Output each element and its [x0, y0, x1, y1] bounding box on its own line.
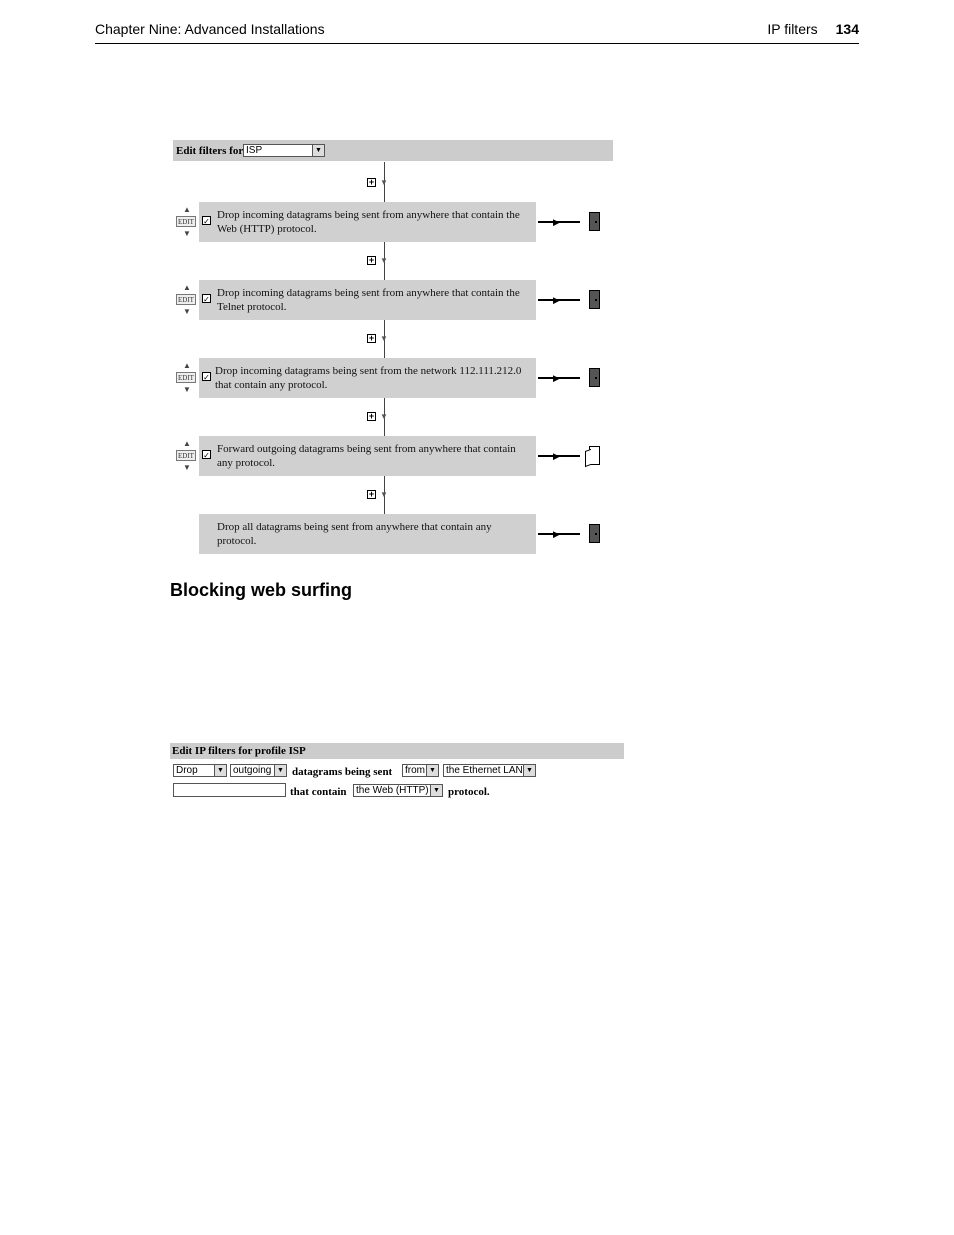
chevron-down-icon: ▼	[430, 785, 442, 796]
source-select-value: the Ethernet LAN	[446, 765, 523, 776]
edit-filters-label: Edit filters for	[176, 145, 244, 157]
move-down-icon[interactable]: ▼	[183, 385, 191, 394]
rule-enabled-checkbox[interactable]: ✓	[203, 451, 210, 460]
section-heading: Blocking web surfing	[170, 580, 353, 600]
rule-enabled-checkbox[interactable]: ✓	[203, 373, 210, 382]
default-filter-rule	[173, 514, 615, 554]
move-up-icon[interactable]: ▲	[183, 205, 191, 214]
move-up-icon[interactable]: ▲	[183, 283, 191, 292]
arrow-right-icon: ▶	[553, 529, 560, 539]
flow-down-arrow-icon: ▼	[380, 334, 388, 343]
flow-down-arrow-icon: ▼	[380, 256, 388, 265]
direction-select-value: outgoing	[233, 765, 272, 776]
rule-enabled-checkbox[interactable]: ✓	[203, 295, 210, 304]
chevron-down-icon: ▼	[523, 765, 535, 776]
address-input[interactable]	[173, 783, 286, 797]
move-down-icon[interactable]: ▼	[183, 229, 191, 238]
rule-description: Drop all datagrams being sent from anywhere that contain any protocol.	[199, 514, 536, 554]
direction-select[interactable]	[230, 764, 287, 777]
move-up-icon[interactable]: ▲	[183, 361, 191, 370]
closed-door-icon	[589, 524, 600, 543]
form-title-bar: Edit IP filters for profile ISP	[170, 743, 624, 759]
chevron-down-icon: ▼	[426, 765, 438, 776]
edit-rule-button[interactable]: EDIT	[176, 216, 196, 227]
move-up-icon[interactable]: ▲	[183, 439, 191, 448]
insert-rule-icon[interactable]: +	[368, 177, 375, 187]
open-door-icon	[589, 446, 600, 465]
filter-editor	[173, 140, 615, 560]
chapter-title: Chapter Nine: Advanced Installations	[95, 21, 325, 37]
flow-down-arrow-icon: ▼	[380, 490, 388, 499]
edit-filters-bar	[173, 140, 613, 161]
insert-rule-icon[interactable]: +	[368, 411, 375, 421]
insert-rule-icon[interactable]: +	[368, 255, 375, 265]
datagrams-label: datagrams being sent	[292, 766, 393, 778]
section-name: IP filters	[767, 21, 818, 37]
ip-filter-form	[170, 743, 625, 803]
arrow-right-icon: ▶	[553, 217, 560, 227]
rule-description: Drop incoming datagrams being sent from anywhere that contain the Telnet protocol.	[199, 280, 536, 320]
insert-rule-icon[interactable]: +	[368, 333, 375, 343]
protocol-label: protocol.	[448, 786, 490, 798]
insert-rule-icon[interactable]: +	[368, 489, 375, 499]
move-down-icon[interactable]: ▼	[183, 307, 191, 316]
edit-rule-button[interactable]: EDIT	[176, 450, 196, 461]
protocol-select-value: the Web (HTTP)	[356, 785, 429, 796]
from-select-value: from	[405, 765, 425, 776]
move-down-icon[interactable]: ▼	[183, 463, 191, 472]
rule-enabled-checkbox[interactable]: ✓	[203, 217, 210, 226]
edit-rule-button[interactable]: EDIT	[176, 372, 196, 383]
page-number: 134	[835, 21, 859, 37]
closed-door-icon	[589, 212, 600, 231]
closed-door-icon	[589, 290, 600, 309]
arrow-right-icon: ▶	[553, 373, 560, 383]
arrow-right-icon: ▶	[553, 295, 560, 305]
filter-rule	[173, 202, 615, 242]
running-header-right	[767, 21, 859, 37]
rule-description: Drop incoming datagrams being sent from anywhere that contain the Web (HTTP) protocol.	[199, 202, 536, 242]
chevron-down-icon: ▼	[312, 145, 324, 156]
protocol-select[interactable]	[353, 784, 443, 797]
profile-select-value: ISP	[246, 145, 263, 156]
flow-down-arrow-icon: ▼	[380, 412, 388, 421]
chevron-down-icon: ▼	[274, 765, 286, 776]
source-select[interactable]	[443, 764, 536, 777]
edit-rule-button[interactable]: EDIT	[176, 294, 196, 305]
action-select[interactable]	[173, 764, 227, 777]
filter-rule	[173, 358, 615, 398]
filter-rule	[173, 436, 615, 476]
contain-label: that contain	[290, 786, 347, 798]
profile-select[interactable]	[243, 144, 325, 157]
closed-door-icon	[589, 368, 600, 387]
flow-down-arrow-icon: ▼	[380, 178, 388, 187]
filter-rule	[173, 280, 615, 320]
action-select-value: Drop	[176, 765, 198, 776]
chevron-down-icon: ▼	[214, 765, 226, 776]
rule-description: Drop incoming datagrams being sent from the network 112.111.212.0 that contain any protocol.	[199, 358, 536, 398]
arrow-right-icon: ▶	[553, 451, 560, 461]
rule-description: Forward outgoing datagrams being sent from anywhere that contain any protocol.	[199, 436, 536, 476]
header-rule	[95, 43, 859, 44]
from-select[interactable]	[402, 764, 439, 777]
